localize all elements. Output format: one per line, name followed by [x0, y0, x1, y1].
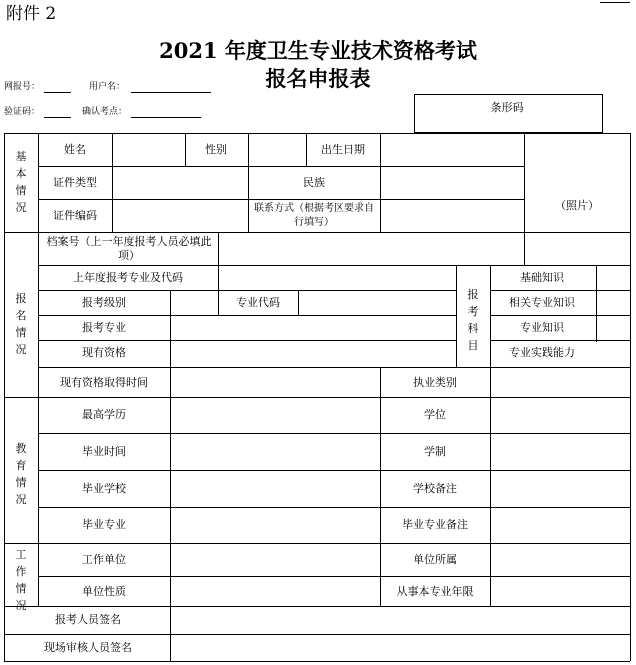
- gender-input[interactable]: [249, 134, 305, 166]
- degree-input[interactable]: [491, 398, 629, 433]
- grad-major-label: 毕业专业: [82, 518, 126, 531]
- grad-major-note-label: 毕业专业备注: [402, 518, 468, 531]
- subject-related-check[interactable]: [597, 291, 629, 315]
- section-subjects-label: 报考科目: [467, 288, 479, 352]
- gender-label: 性别: [205, 143, 227, 156]
- col-line: [490, 265, 491, 367]
- last-year-major-input[interactable]: [219, 266, 455, 290]
- unit-affiliation-input[interactable]: [491, 544, 629, 576]
- apply-level-label: 报考级别: [82, 296, 126, 309]
- id-type-input[interactable]: [113, 167, 247, 199]
- practice-type-input[interactable]: [491, 368, 629, 397]
- id-number-input[interactable]: [113, 200, 247, 232]
- practice-type-label: 执业类别: [413, 376, 457, 389]
- archive-no-label: 档案号（上一年度报考人员必填此项）: [46, 235, 212, 262]
- col-line: [185, 133, 186, 166]
- corner-rule: [600, 2, 630, 3]
- subject-professional: 专业知识: [520, 321, 564, 334]
- id-number-label: 证件编码: [53, 209, 97, 222]
- current-qual-input[interactable]: [171, 341, 455, 367]
- apply-major-input[interactable]: [171, 316, 455, 340]
- birth-date-label: 出生日期: [321, 143, 365, 156]
- verify-code-label: 验证码：: [4, 107, 41, 117]
- apply-major-label: 报考专业: [82, 321, 126, 334]
- years-in-major-label: 从事本专业年限: [396, 585, 474, 598]
- contact-input[interactable]: [381, 200, 523, 232]
- major-code-label: 专业代码: [236, 296, 280, 309]
- school-system-label: 学制: [424, 445, 446, 458]
- current-qual-label: 现有资格: [82, 346, 126, 359]
- id-type-label: 证件类型: [53, 176, 97, 189]
- grad-time-input[interactable]: [171, 434, 379, 470]
- verify-code-field[interactable]: [44, 117, 71, 118]
- section-column-line: [38, 133, 39, 606]
- sign-up-no-field[interactable]: [44, 92, 71, 93]
- subject-basic: 基础知识: [520, 271, 564, 284]
- name-input[interactable]: [113, 134, 184, 166]
- account-label: 用户名：: [89, 82, 126, 92]
- highest-edu-input[interactable]: [171, 398, 379, 433]
- col-line: [380, 397, 381, 606]
- last-year-major-label: 上年度报考专业及代码: [73, 271, 183, 284]
- unit-affiliation-label: 单位所属: [413, 553, 457, 566]
- school-system-input[interactable]: [491, 434, 629, 470]
- major-code-input[interactable]: [299, 291, 455, 315]
- confirm-site-field[interactable]: [131, 117, 201, 118]
- reviewer-sign-label: 现场审核人员签名: [44, 641, 132, 654]
- confirm-site-label: 确认考点：: [82, 107, 128, 117]
- qual-time-label: 现有资格取得时间: [60, 376, 148, 389]
- col-line: [218, 290, 219, 315]
- sign-up-no-label: 网报号：: [4, 82, 41, 92]
- account-field[interactable]: [131, 92, 211, 93]
- years-in-major-input[interactable]: [491, 577, 629, 606]
- photo-box[interactable]: [525, 134, 629, 232]
- subject-professional-check[interactable]: [597, 316, 629, 340]
- photo-label: （照片）: [555, 199, 599, 212]
- applicant-sign-input[interactable]: [171, 607, 629, 634]
- applicant-sign-label: 报考人员签名: [55, 613, 121, 626]
- col-line: [524, 232, 525, 265]
- col-line: [306, 133, 307, 166]
- grad-school-input[interactable]: [171, 471, 379, 507]
- grad-time-label: 毕业时间: [82, 445, 126, 458]
- unit-nature-label: 单位性质: [82, 585, 126, 598]
- work-unit-label: 工作单位: [82, 553, 126, 566]
- page-title: 2021 年度卫生专业技术资格考试报名申报表: [159, 38, 477, 91]
- table-bottom-border: [4, 661, 630, 662]
- subject-related: 相关专业知识: [509, 296, 575, 309]
- highest-edu-label: 最高学历: [82, 408, 126, 421]
- col-line: [380, 367, 381, 397]
- table-right-border: [630, 133, 631, 661]
- subject-practice-check[interactable]: [597, 341, 629, 365]
- grad-major-note-input[interactable]: [491, 508, 629, 543]
- archive-no-input[interactable]: [219, 233, 523, 265]
- section-basic-label: 基本情况: [15, 150, 27, 214]
- col-line: [456, 265, 457, 367]
- name-label: 姓名: [64, 143, 86, 156]
- ethnicity-label: 民族: [303, 176, 325, 189]
- degree-label: 学位: [424, 408, 446, 421]
- section-apply-label: 报名情况: [15, 292, 27, 356]
- school-note-label: 学校备注: [413, 482, 457, 495]
- grad-major-input[interactable]: [171, 508, 379, 543]
- school-note-input[interactable]: [491, 471, 629, 507]
- birth-date-input[interactable]: [381, 134, 523, 166]
- barcode-label: 条形码: [490, 101, 524, 114]
- unit-nature-input[interactable]: [171, 577, 379, 606]
- contact-label: 联系方式（根据考区要求自行填写）: [254, 203, 374, 228]
- qual-time-input[interactable]: [171, 368, 379, 397]
- work-unit-input[interactable]: [171, 544, 379, 576]
- attachment-label: 附件 2: [6, 4, 57, 24]
- ethnicity-input[interactable]: [381, 167, 523, 199]
- grad-school-label: 毕业学校: [82, 482, 126, 495]
- reviewer-sign-input[interactable]: [171, 635, 629, 661]
- subject-practice: 专业实践能力: [509, 346, 575, 359]
- subject-basic-check[interactable]: [597, 266, 629, 290]
- section-work-label: 工作情况: [15, 548, 27, 612]
- apply-level-input[interactable]: [171, 291, 217, 315]
- section-edu-label: 教育情况: [15, 442, 27, 506]
